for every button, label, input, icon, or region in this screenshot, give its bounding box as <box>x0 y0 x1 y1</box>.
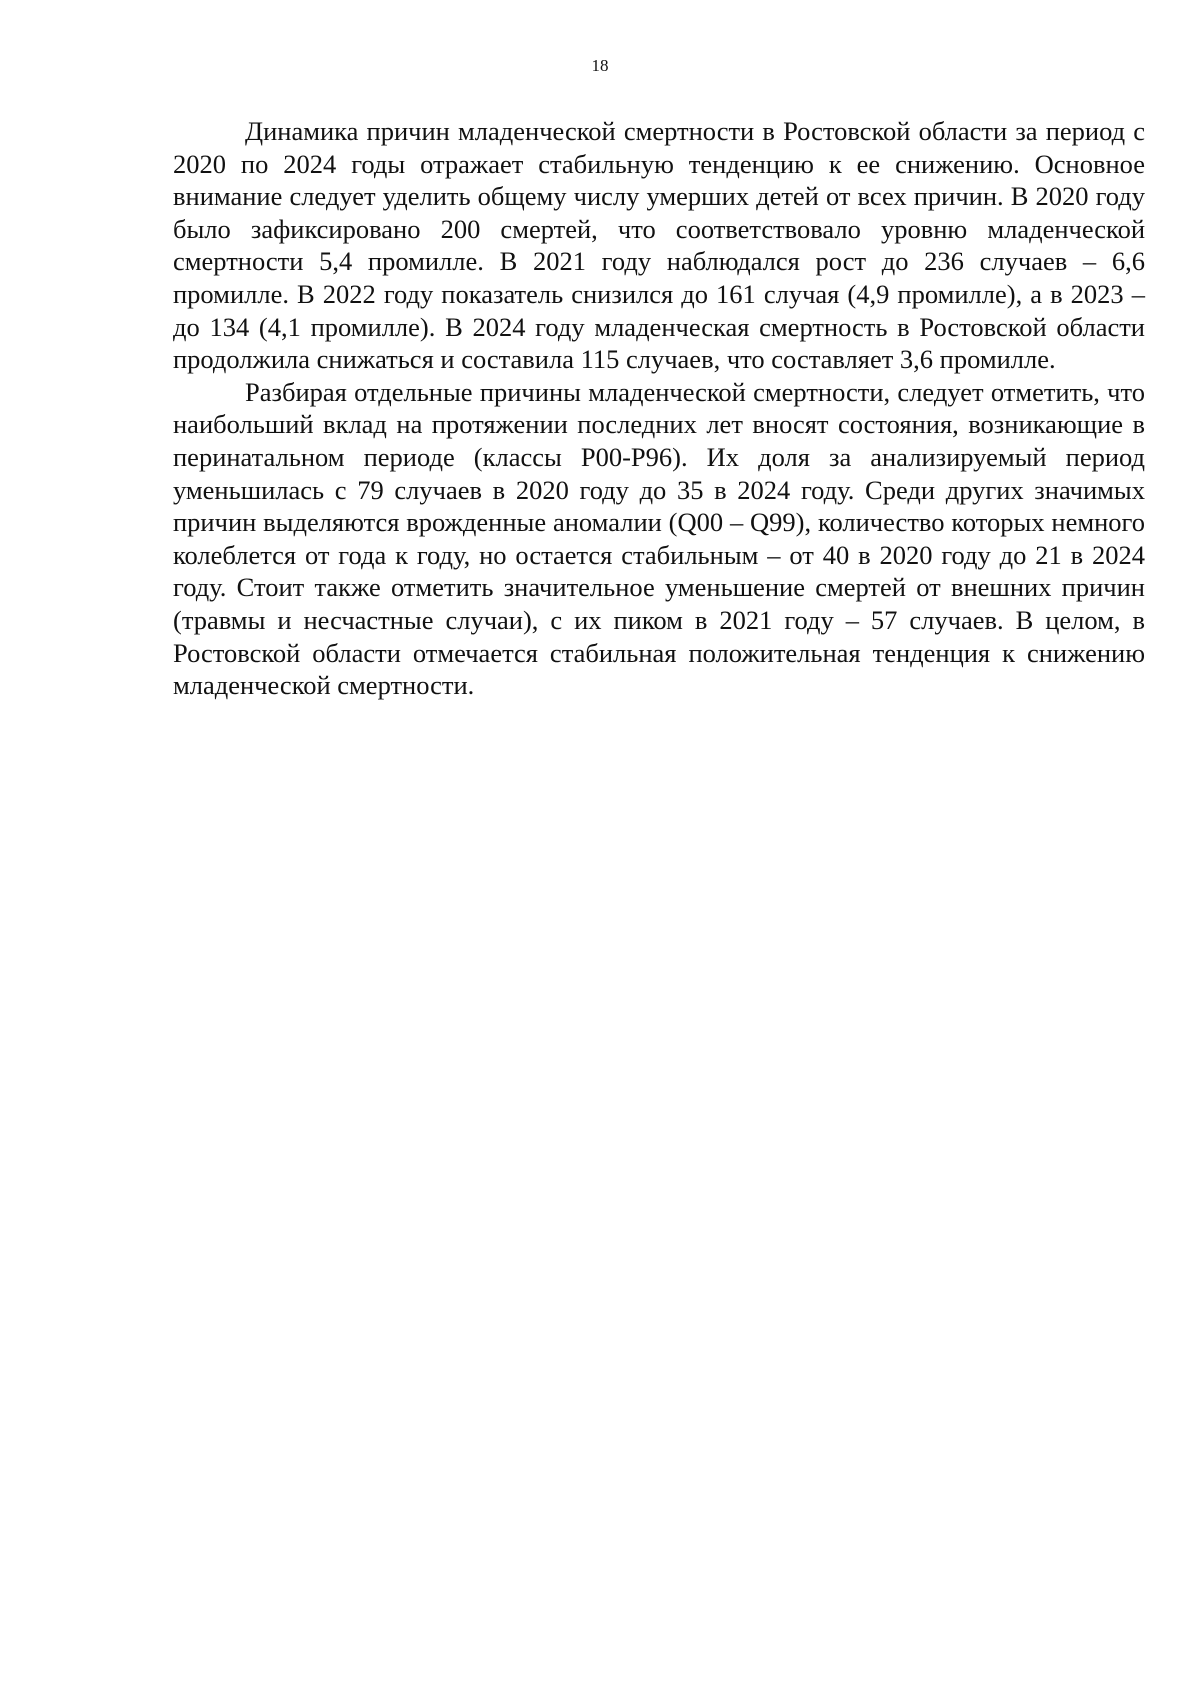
document-body <box>173 115 1145 702</box>
page-number: 18 <box>591 56 609 75</box>
paragraph-causes-analysis: Разбирая отдельные причины младенческой смертности, следует отметить, что наибольший вклад на протяжении последних лет вносят состояния, возникающие в перинатальном периоде (классы Р00-Р96). Их доля за анализируемый период уменьшилась с 79 случаев в 2020 году до 35 в 2024 году. Среди других значимых причин выделяются врожденные аномалии (Q00 – Q99), количество которых немного колеблется от года к году, но остается стабильным – от 40 в 2020 году до 21 в 2024 году. Стоит также отметить значительное уменьшение смертей от внешних причин (травмы и несчастные случаи), с их пиком в 2021 году – 57 случаев. В целом, в Ростовской области отмечается стабильная положительная тенденция к снижению младенческой смертности. <box>173 376 1145 701</box>
paragraph-infant-mortality-dynamics: Динамика причин младенческой смертности в Ростовской области за период с 2020 по 2024 годы отражает стабильную тенденцию к ее снижению. Основное внимание следует уделить общему числу умерших детей от всех причин. В 2020 году было зафиксировано 200 смертей, что соответствовало уровню младенческой смертности 5,4 промилле. В 2021 году наблюдался рост до 236 случаев – 6,6 промилле. В 2022 году показатель снизился до 161 случая (4,9 промилле), а в 2023 – до 134 (4,1 промилле). В 2024 году младенческая смертность в Ростовской области продолжила снижаться и составила 115 случаев, что составляет 3,6 промилле. <box>173 116 1145 375</box>
